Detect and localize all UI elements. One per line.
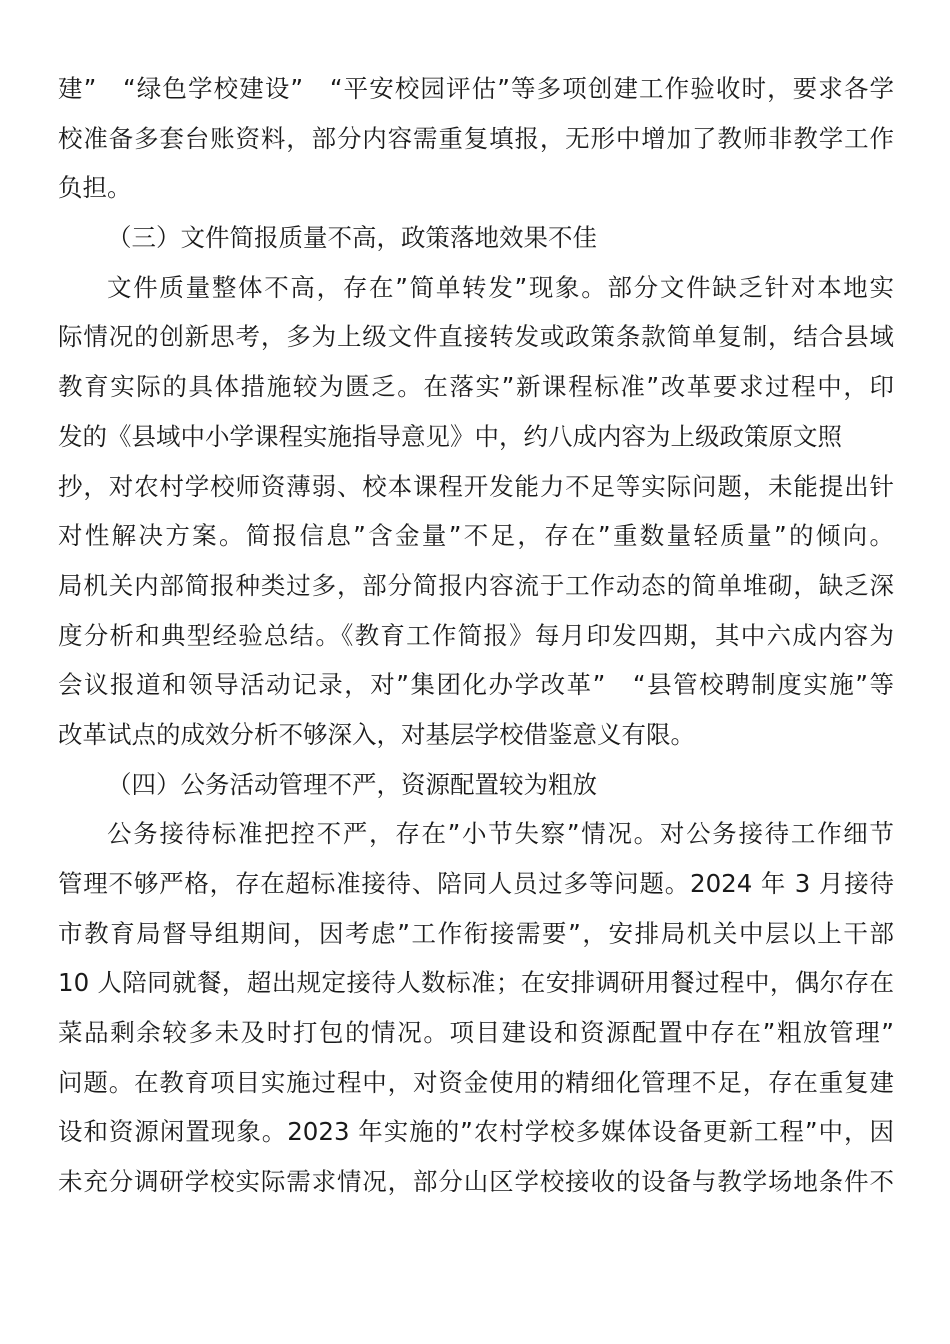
text-line: 校准备多套台账资料，部分内容需重复填报，无形中增加了教师非教学工作 [58, 123, 894, 153]
section-heading-3: （三）文件简报质量不高，政策落地效果不佳 [107, 223, 597, 253]
text-line: 未充分调研学校实际需求情况，部分山区学校接收的设备与教学场地条件不 [58, 1167, 894, 1197]
text-line: 公务接待标准把控不严，存在”小节失察”情况。对公务接待工作细节 [107, 819, 894, 849]
text-line: 度分析和典型经验总结。《教育工作简报》每月印发四期，其中六成内容为 [58, 620, 894, 650]
text-line: 抄，对农村学校师资薄弱、校本课程开发能力不足等实际问题，未能提出针 [58, 471, 894, 501]
section-heading-4: （四）公务活动管理不严，资源配置较为粗放 [107, 769, 597, 799]
text-line: 文件质量整体不高，存在”简单转发”现象。部分文件缺乏针对本地实 [107, 272, 894, 302]
text-line: 际情况的创新思考，多为上级文件直接转发或政策条款简单复制，结合县域 [58, 322, 894, 352]
text-line: 改革试点的成效分析不够深入，对基层学校借鉴意义有限。 [58, 719, 695, 749]
text-line: 设和资源闲置现象。2023 年实施的”农村学校多媒体设备更新工程”中，因 [58, 1117, 894, 1147]
document-page [58, 64, 894, 1207]
text-line: 发的《县域中小学课程实施指导意见》中，约八成内容为上级政策原文照 [58, 421, 842, 451]
text-line: 对性解决方案。简报信息”含金量”不足，存在”重数量轻质量”的倾向。 [58, 521, 894, 551]
text-line: 负担。 [58, 173, 132, 203]
text-line: 菜品剩余较多未及时打包的情况。项目建设和资源配置中存在”粗放管理” [58, 1018, 894, 1048]
text-line: 教育实际的具体措施较为匮乏。在落实”新课程标准”改革要求过程中，印 [58, 372, 894, 402]
text-line: 会议报道和领导活动记录，对”集团化办学改革” “县管校聘制度实施”等 [58, 670, 894, 700]
text-line: 局机关内部简报种类过多，部分简报内容流于工作动态的简单堆砌，缺乏深 [58, 570, 894, 600]
text-line: 问题。在教育项目实施过程中，对资金使用的精细化管理不足，存在重复建 [58, 1067, 894, 1097]
text-line: 市教育局督导组期间，因考虑”工作衔接需要”，安排局机关中层以上干部 [58, 918, 894, 948]
text-line: 管理不够严格，存在超标准接待、陪同人员过多等问题。2024 年 3 月接待 [58, 869, 894, 898]
text-line: 10 人陪同就餐，超出规定接待人数标准；在安排调研用餐过程中，偶尔存在 [58, 968, 894, 998]
text-line: 建” “绿色学校建设” “平安校园评估”等多项创建工作验收时，要求各学 [58, 74, 894, 103]
